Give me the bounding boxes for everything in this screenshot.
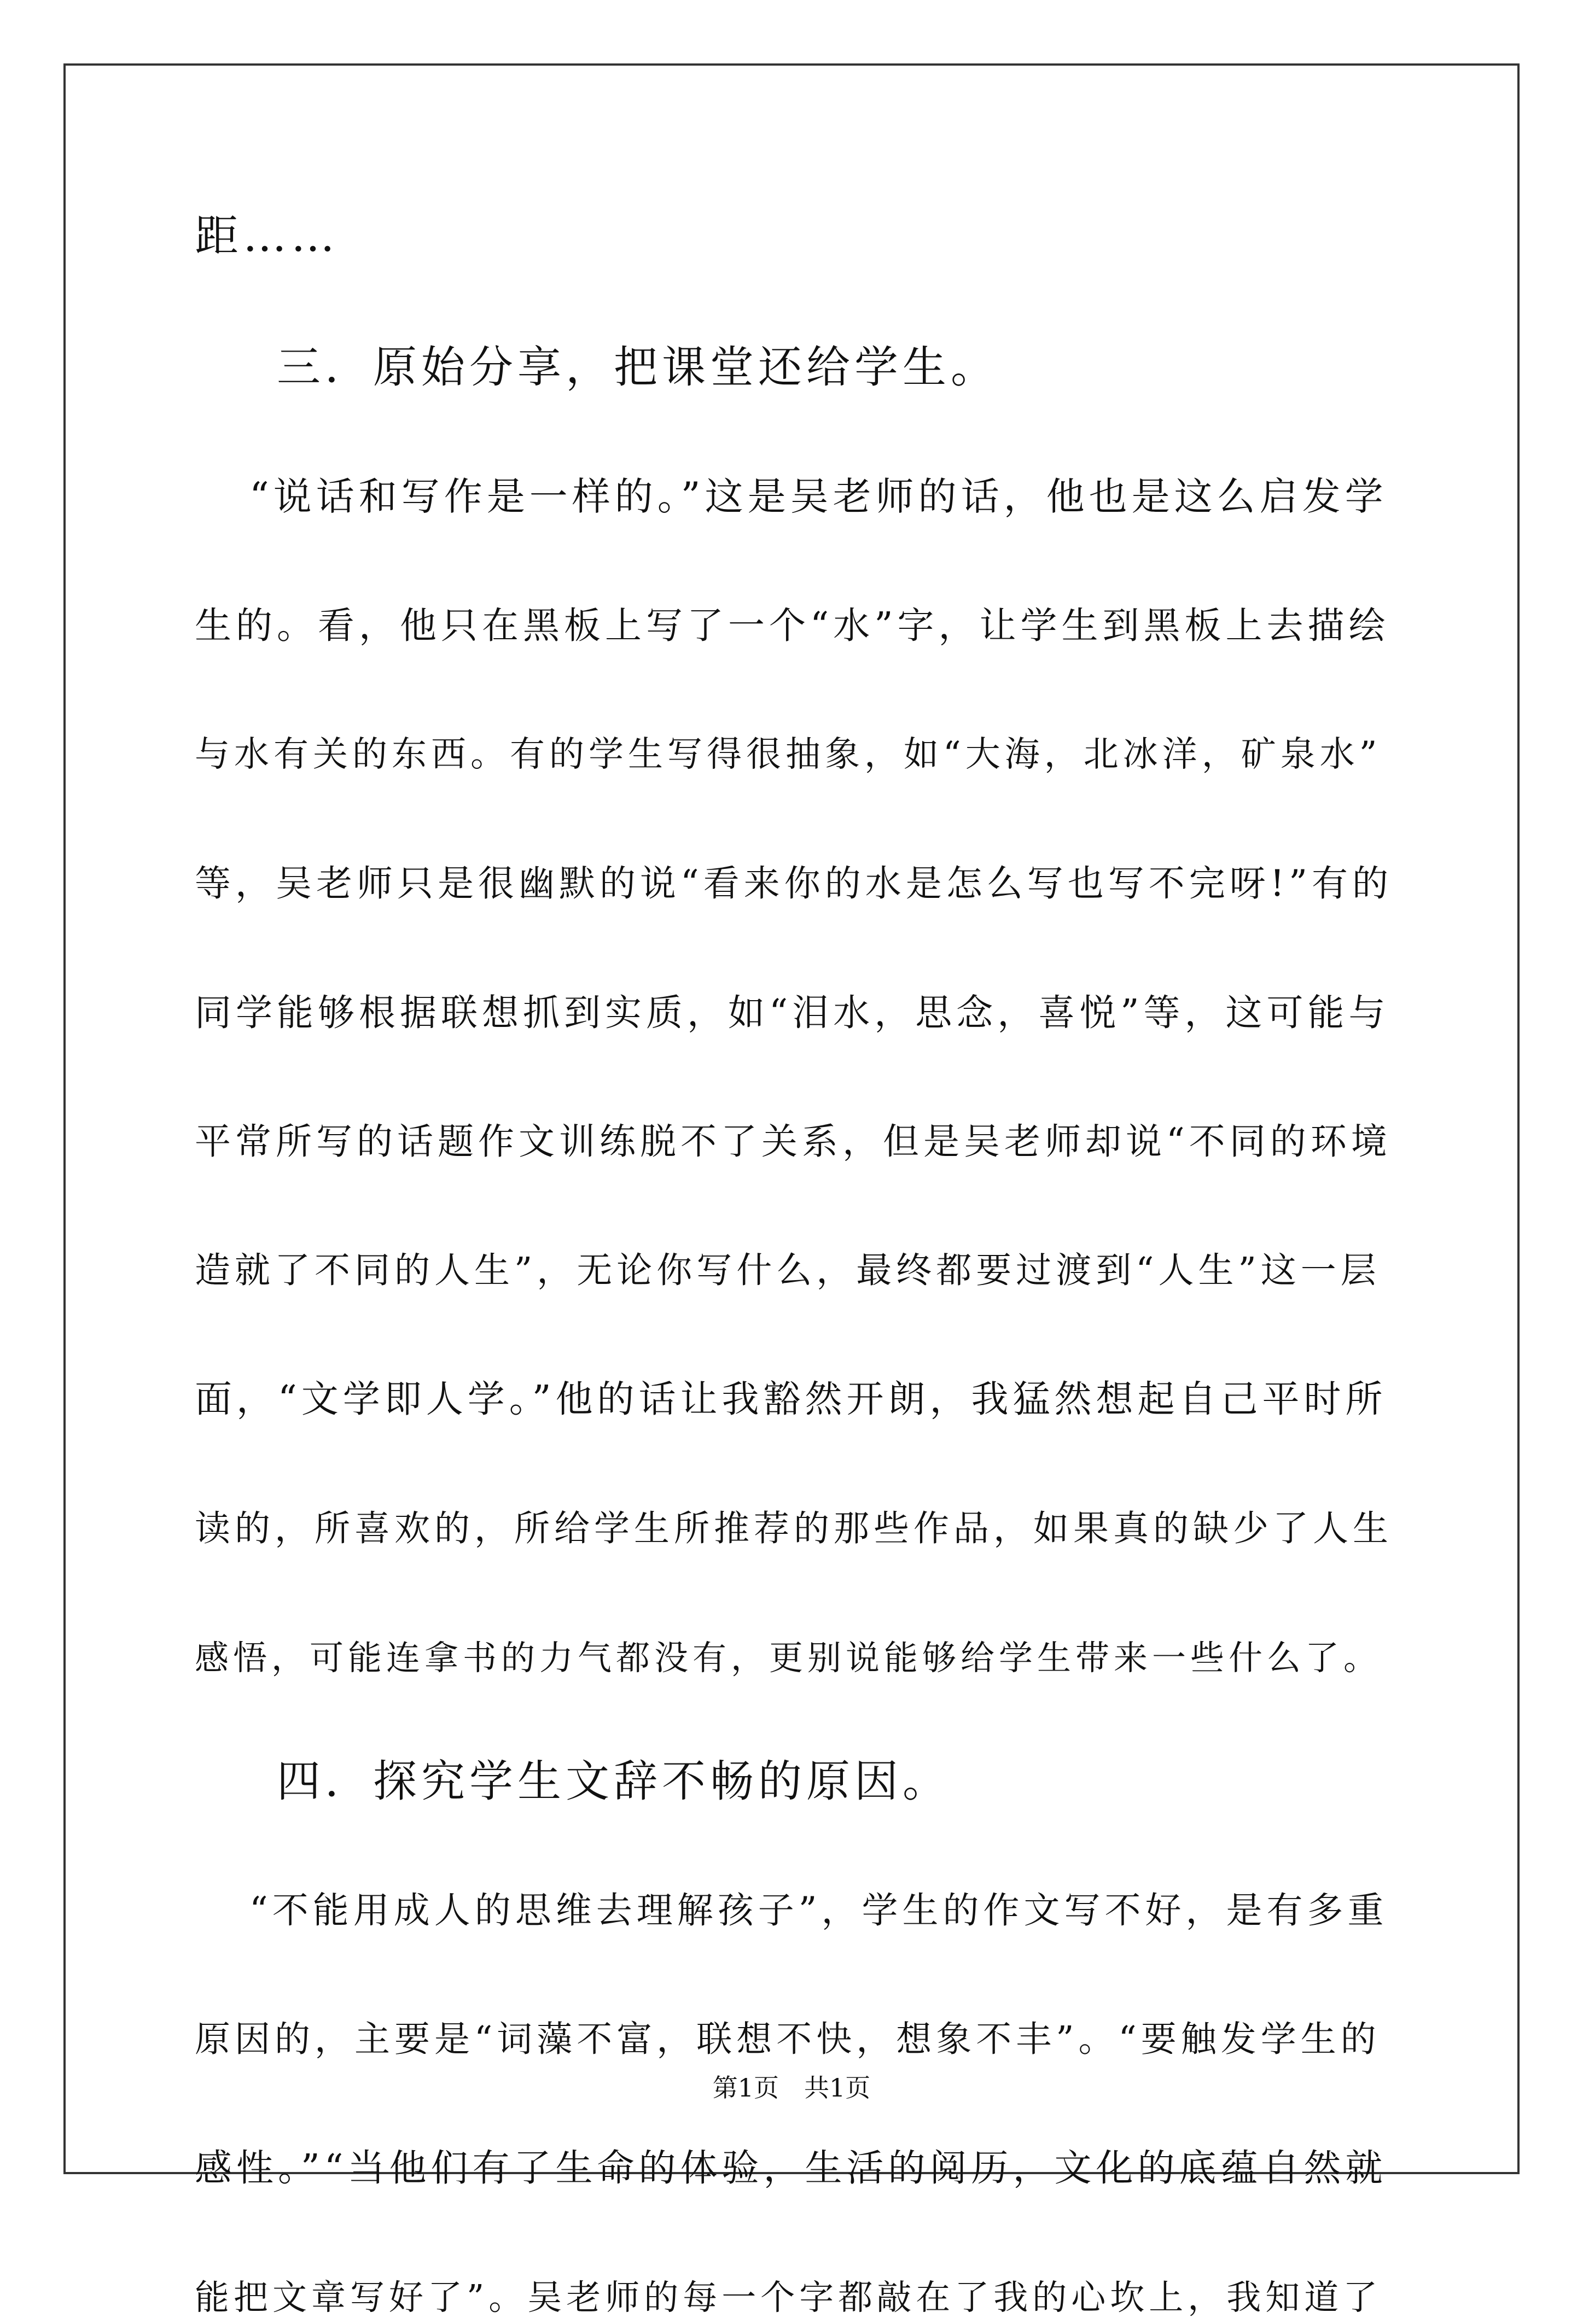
- text-line-6: 等，吴老师只是很幽默的说“看来你的水是怎么写也写不完呀!”有的: [195, 862, 1393, 904]
- text-line-1: 距……: [195, 211, 339, 261]
- page-footer: 第1页 共1页: [712, 2073, 871, 2103]
- text-line-9: 造就了不同的人生”，无论你写什么，最终都要过渡到“人生”这一层: [195, 1250, 1381, 1291]
- text-line-4: 生的。看，他只在黑板上写了一个“水”字，让学生到黑板上去描绘: [195, 604, 1390, 647]
- text-line-17: 能把文章写好了”。吴老师的每一个字都敲在了我的心坎上，我知道了: [195, 2278, 1382, 2317]
- text-line-7: 同学能够根据联想抓到实质，如“泪水，思念，喜悦”等，这可能与: [195, 991, 1390, 1034]
- text-line-10: 面，“文学即人学。”他的话让我豁然开朗，我猛然想起自己平时所: [195, 1378, 1387, 1421]
- section-heading-3: 三．原始分享，把课堂还给学生。: [277, 342, 999, 393]
- text-line-5: 与水有关的东西。有的学生写得很抽象，如“大海，北冰洋，矿泉水”: [195, 734, 1382, 775]
- text-line-15: 原因的，主要是“词藻不富，联想不快，想象不丰”。“要触发学生的: [195, 2019, 1381, 2060]
- text-line-16: 感性。”“当他们有了生命的体验，生活的阅历，文化的底蕴自然就: [195, 2147, 1387, 2190]
- text-line-12: 感悟，可能连拿书的力气都没有，更别说能够给学生带来一些什么了。: [195, 1638, 1382, 1678]
- text-line-11: 读的，所喜欢的，所给学生所推荐的那些作品，如果真的缺少了人生: [195, 1508, 1393, 1549]
- text-line-8: 平常所写的话题作文训练脱不了关系，但是吴老师却说“不同的环境: [195, 1120, 1392, 1163]
- text-line-3: “说话和写作是一样的。”这是吴老师的话，他也是这么启发学: [249, 474, 1388, 519]
- text-line-14: “不能用成人的思维去理解孩子”，学生的作文写不好，是有多重: [249, 1889, 1388, 1931]
- section-heading-4: 四．探究学生文辞不畅的原因。: [277, 1756, 951, 1807]
